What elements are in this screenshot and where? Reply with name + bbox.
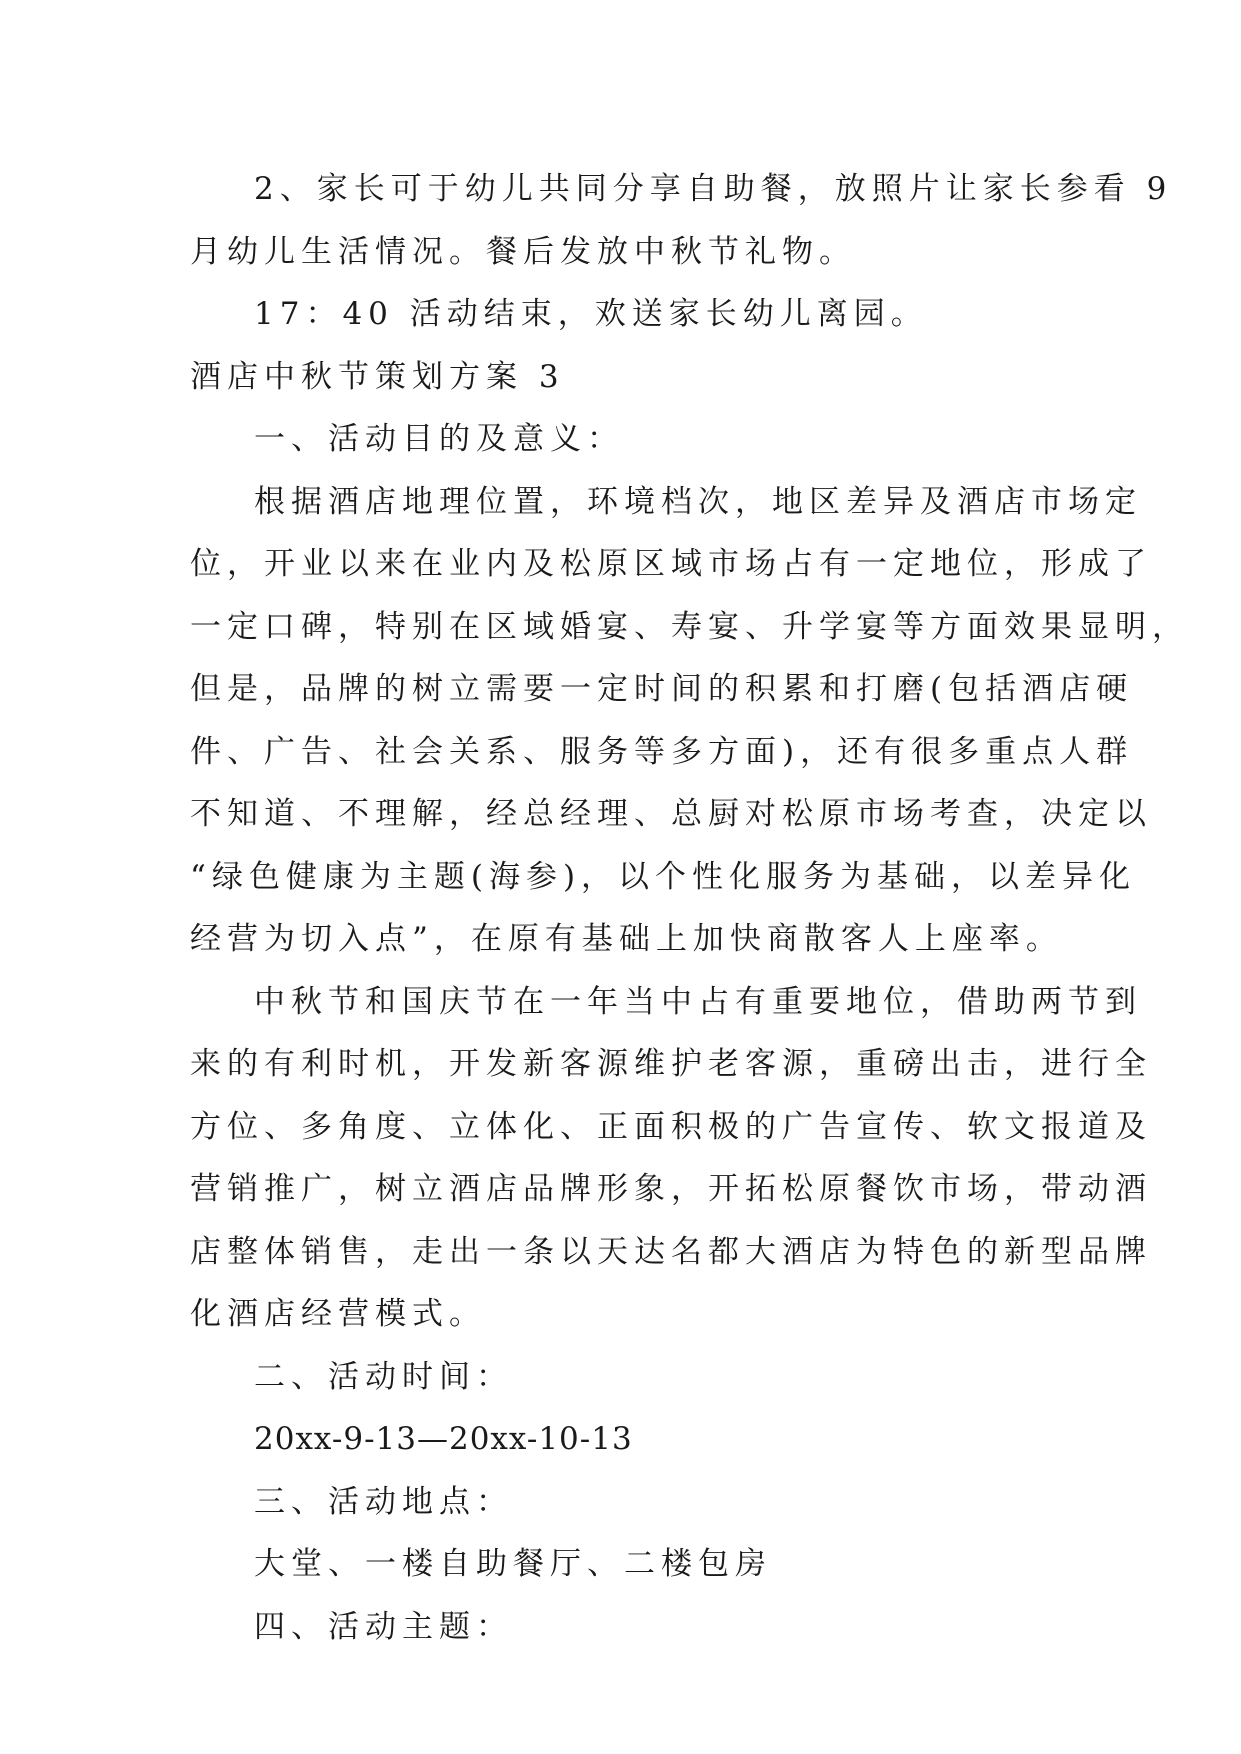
- paragraph-line: 营销推广，树立酒店品牌形象，开拓松原餐饮市场，带动酒: [190, 1171, 1152, 1207]
- paragraph-line: 位，开业以来在业内及松原区域市场占有一定地位，形成了: [190, 546, 1152, 582]
- paragraph-line: 根据酒店地理位置，环境档次，地区差异及酒店市场定: [254, 483, 1142, 520]
- paragraph-line: 不知道、不理解，经总经理、总厨对松原市场考查，决定以: [190, 796, 1152, 832]
- document-body: [190, 158, 1189, 1658]
- paragraph-line: 方位、多角度、立体化、正面积极的广告宣传、软文报道及: [190, 1108, 1152, 1145]
- paragraph-line: 经营为切入点”，在原有基础上加快商散客人上座率。: [190, 921, 1063, 957]
- paragraph-line: 但是，品牌的树立需要一定时间的积累和打磨(包括酒店硬: [190, 671, 1134, 707]
- section-heading: 一、活动目的及意义：: [254, 421, 624, 457]
- paragraph-line: 月幼儿生活情况。餐后发放中秋节礼物。: [190, 233, 856, 270]
- paragraph-line: 店整体销售，走出一条以天达名都大酒店为特色的新型品牌: [190, 1233, 1152, 1270]
- paragraph-line: 大堂、一楼自助餐厅、二楼包房: [254, 1546, 772, 1582]
- section-heading: 三、活动地点：: [254, 1483, 513, 1520]
- paragraph-line: 17：40 活动结束，欢送家长幼儿离园。: [254, 296, 928, 332]
- section-heading: 四、活动主题：: [254, 1608, 513, 1645]
- date-range: 20xx-9-13—20xx-10-13: [254, 1421, 633, 1457]
- paragraph-line: 2、家长可于幼儿共同分享自助餐，放照片让家长参看 9: [254, 171, 1173, 207]
- paragraph-line: “绿色健康为主题(海参)，以个性化服务为基础，以差异化: [190, 858, 1137, 895]
- paragraph-line: 件、广告、社会关系、服务等多方面)，还有很多重点人群: [190, 733, 1134, 770]
- paragraph-line: 来的有利时机，开发新客源维护老客源，重磅出击，进行全: [190, 1046, 1152, 1082]
- paragraph-line: 一定口碑，特别在区域婚宴、寿宴、升学宴等方面效果显明，: [190, 608, 1189, 645]
- section-heading: 二、活动时间：: [254, 1358, 513, 1395]
- section-title: 酒店中秋节策划方案 3: [190, 358, 565, 395]
- paragraph-line: 中秋节和国庆节在一年当中占有重要地位，借助两节到: [254, 983, 1142, 1020]
- paragraph-line: 化酒店经营模式。: [190, 1296, 486, 1332]
